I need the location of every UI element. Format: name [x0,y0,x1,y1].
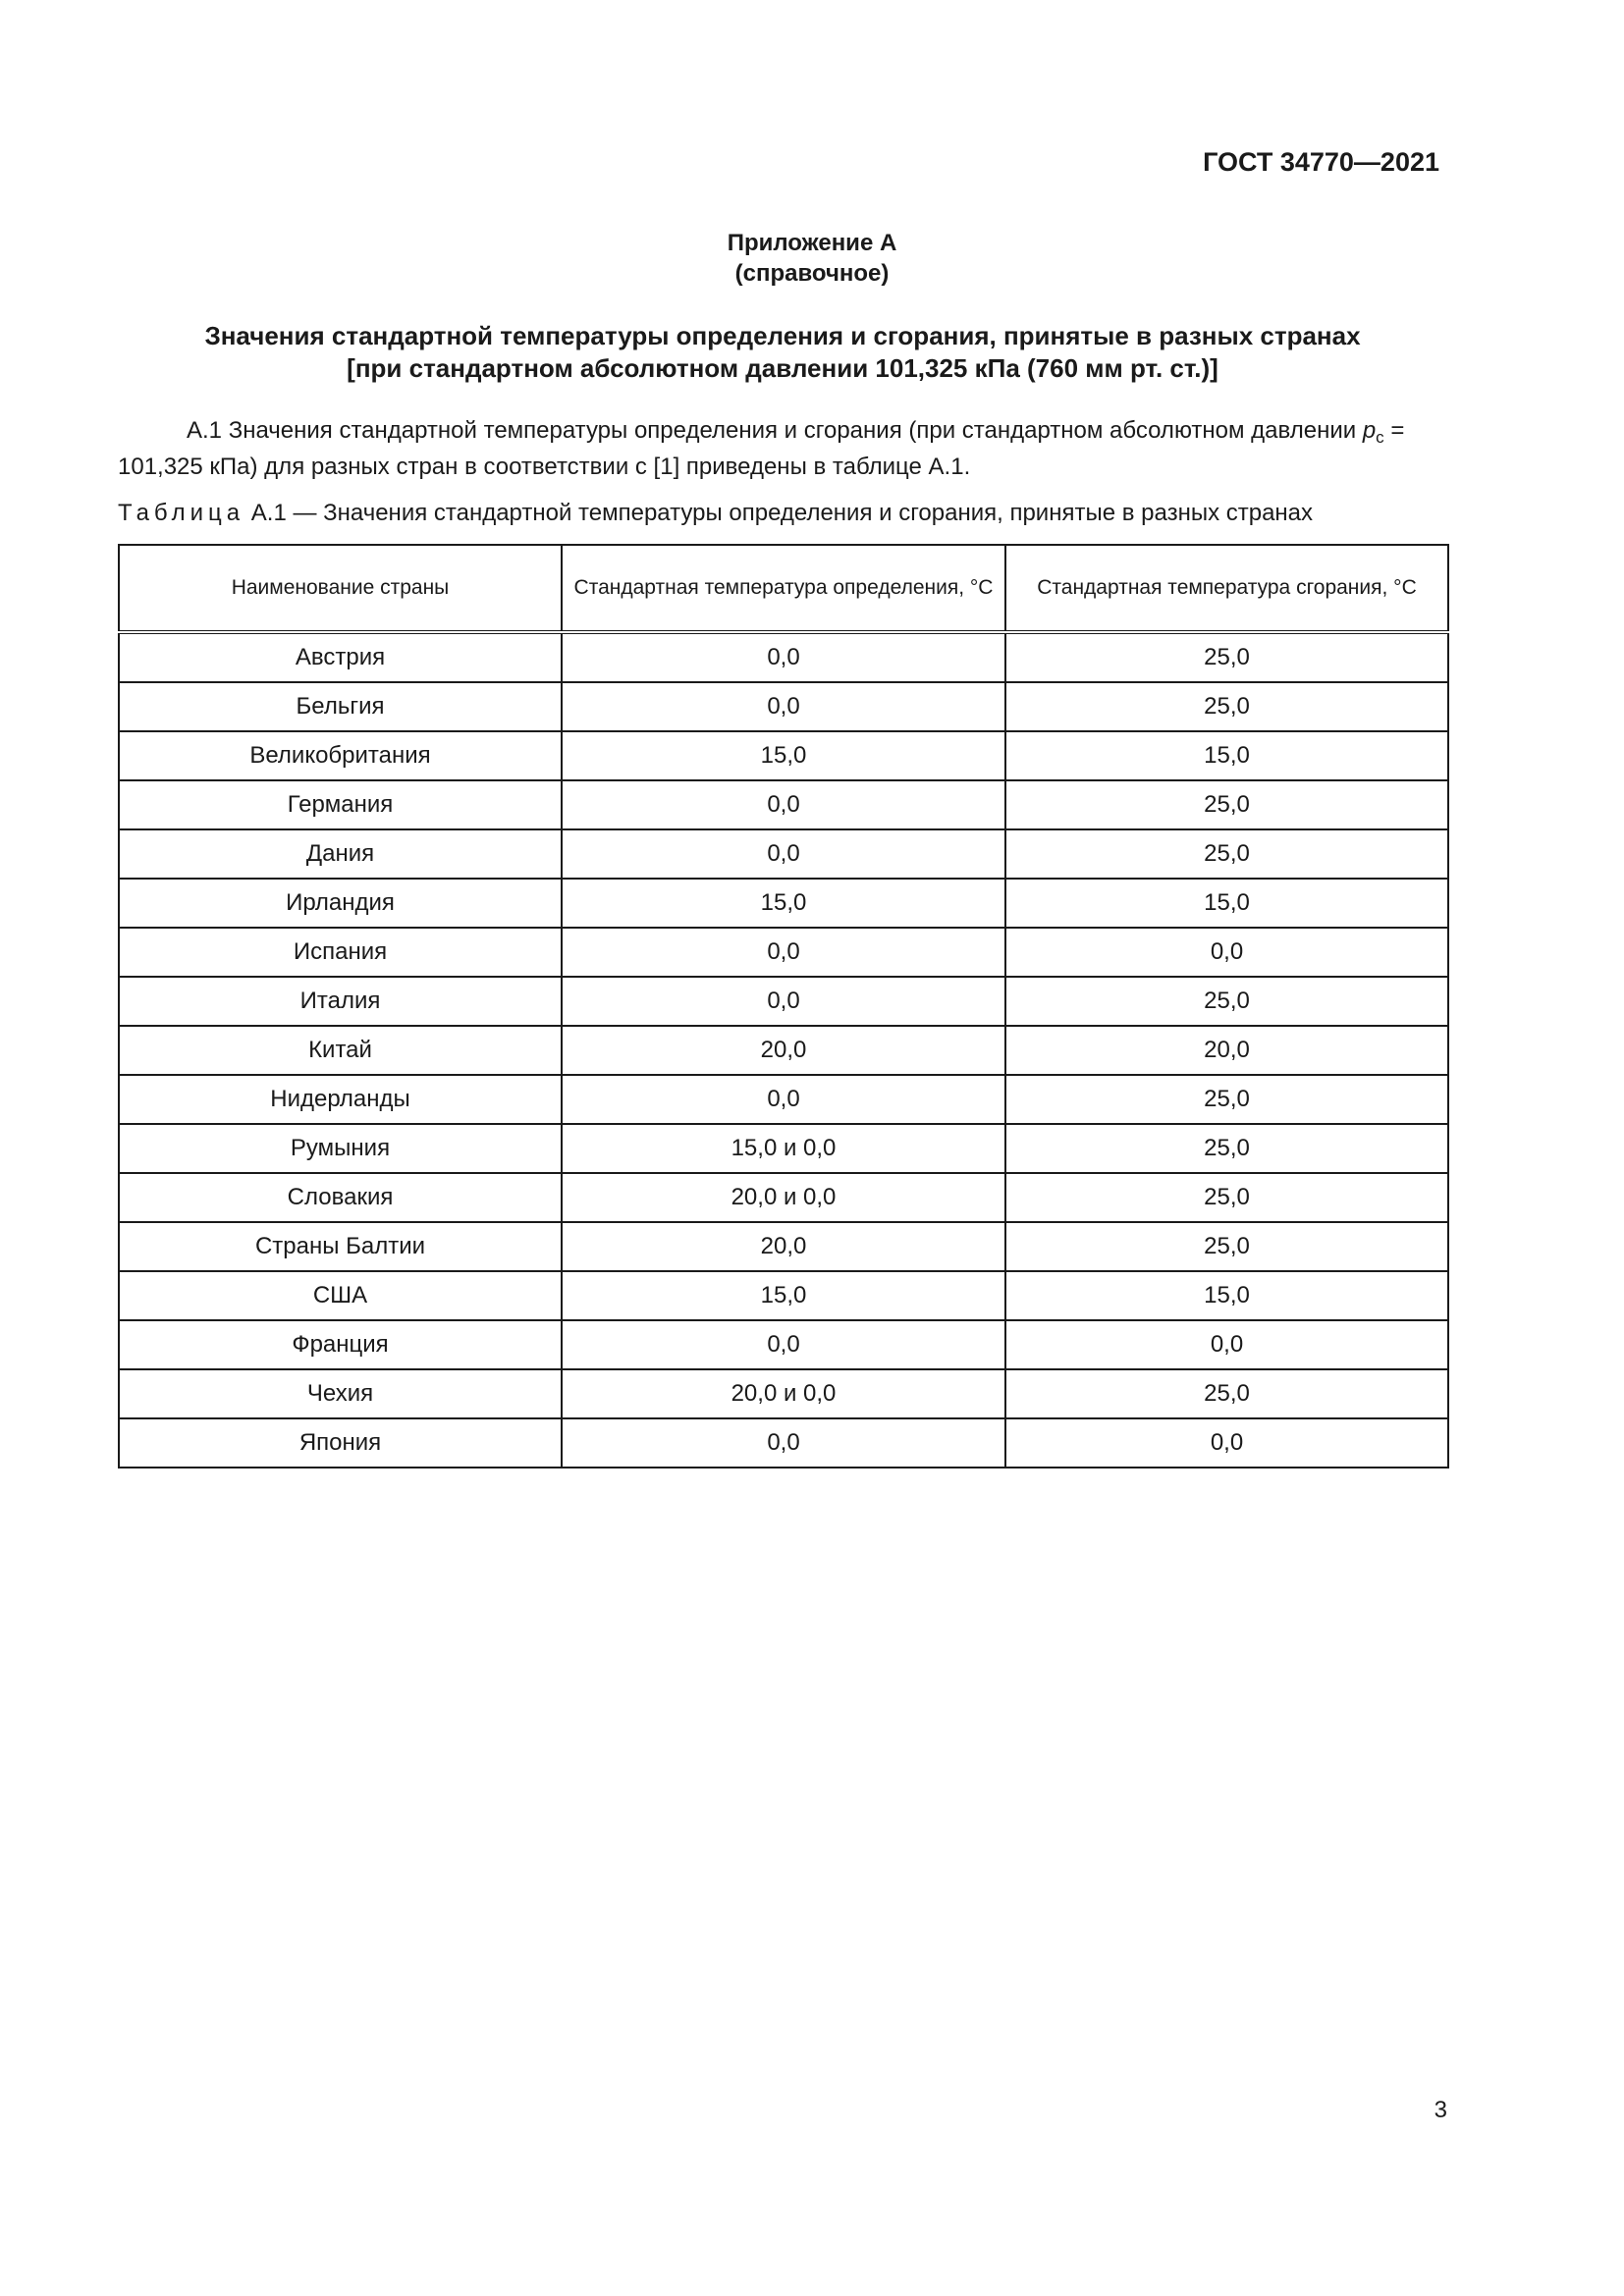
country-cell: Ирландия [119,879,562,928]
header-country: Наименование страны [119,545,562,632]
determination-temp-cell: 0,0 [562,780,1005,829]
country-cell: Италия [119,977,562,1026]
table-row [119,928,1448,977]
country-cell: Страны Балтии [119,1222,562,1271]
appendix-name: Приложение А [727,230,897,256]
table-row [119,1222,1448,1271]
combustion-temp-cell: 25,0 [1005,632,1448,682]
country-cell: Франция [119,1320,562,1369]
table-row [119,1075,1448,1124]
header-determination-temp: Стандартная температура определения, °С [562,545,1005,632]
determination-temp-cell: 15,0 [562,731,1005,780]
country-cell: Бельгия [119,682,562,731]
section-title [118,320,1447,385]
combustion-temp-cell: 25,0 [1005,829,1448,879]
determination-temp-cell: 15,0 и 0,0 [562,1124,1005,1173]
country-cell: Германия [119,780,562,829]
combustion-temp-cell: 25,0 [1005,682,1448,731]
table-row [119,1271,1448,1320]
country-cell: Австрия [119,632,562,682]
determination-temp-cell: 0,0 [562,829,1005,879]
combustion-temp-cell: 25,0 [1005,1173,1448,1222]
country-cell: Китай [119,1026,562,1075]
table-caption-label: Таблица [118,500,245,526]
title-line-2: [при стандартном абсолютном давлении 101,325 кПа (760 мм рт. ст.)] [347,353,1218,383]
country-cell: Румыния [119,1124,562,1173]
table-row [119,977,1448,1026]
determination-temp-cell: 0,0 [562,632,1005,682]
determination-temp-cell: 0,0 [562,1320,1005,1369]
paragraph-text-2: = 101,325 кПа) для разных стран в соответствии с [1] приведены в таблице А.1. [118,417,1405,480]
pressure-symbol [1362,417,1384,447]
table-row [119,1320,1448,1369]
appendix-type: (справочное) [734,260,890,287]
determination-temp-cell: 20,0 [562,1026,1005,1075]
combustion-temp-cell: 25,0 [1005,1369,1448,1418]
paragraph-text-1: А.1 Значения стандартной температуры определения и сгорания (при стандартном абсолютном давлении [187,417,1363,444]
determination-temp-cell: 15,0 [562,1271,1005,1320]
combustion-temp-cell: 15,0 [1005,879,1448,928]
combustion-temp-cell: 0,0 [1005,928,1448,977]
combustion-temp-cell: 25,0 [1005,1124,1448,1173]
temperature-table [118,544,1449,1468]
table-row [119,1418,1448,1468]
determination-temp-cell: 0,0 [562,1418,1005,1468]
table-header-row [119,545,1448,632]
table-row [119,632,1448,682]
table-row [119,829,1448,879]
country-cell: Испания [119,928,562,977]
combustion-temp-cell: 15,0 [1005,1271,1448,1320]
combustion-temp-cell: 25,0 [1005,977,1448,1026]
combustion-temp-cell: 25,0 [1005,1075,1448,1124]
determination-temp-cell: 0,0 [562,1075,1005,1124]
table-row [119,731,1448,780]
country-cell: Дания [119,829,562,879]
combustion-temp-cell: 0,0 [1005,1418,1448,1468]
determination-temp-cell: 20,0 и 0,0 [562,1173,1005,1222]
determination-temp-cell: 15,0 [562,879,1005,928]
country-cell: Япония [119,1418,562,1468]
determination-temp-cell: 20,0 [562,1222,1005,1271]
combustion-temp-cell: 20,0 [1005,1026,1448,1075]
document-code: ГОСТ 34770—2021 [1203,147,1439,177]
page-number: 3 [1434,2097,1447,2123]
determination-temp-cell: 0,0 [562,682,1005,731]
pressure-subscript: c [1376,428,1384,447]
table-row [119,879,1448,928]
pressure-variable: p [1362,417,1377,444]
combustion-temp-cell: 25,0 [1005,780,1448,829]
table-row [119,780,1448,829]
country-cell: Нидерланды [119,1075,562,1124]
table-row [119,682,1448,731]
table-row [119,1173,1448,1222]
appendix-heading [0,228,1624,289]
title-line-1: Значения стандартной температуры определения и сгорания, принятые в разных странах [204,321,1361,350]
table-caption [118,500,1453,527]
combustion-temp-cell: 25,0 [1005,1222,1448,1271]
header-combustion-temp: Стандартная температура сгорания, °С [1005,545,1448,632]
table-row [119,1124,1448,1173]
country-cell: США [119,1271,562,1320]
country-cell: Словакия [119,1173,562,1222]
paragraph-a1 [118,416,1445,482]
combustion-temp-cell: 15,0 [1005,731,1448,780]
country-cell: Чехия [119,1369,562,1418]
determination-temp-cell: 0,0 [562,928,1005,977]
table-caption-text: А.1 — Значения стандартной температуры определения и сгорания, принятые в разных странах [244,500,1314,526]
determination-temp-cell: 0,0 [562,977,1005,1026]
determination-temp-cell: 20,0 и 0,0 [562,1369,1005,1418]
country-cell: Великобритания [119,731,562,780]
combustion-temp-cell: 0,0 [1005,1320,1448,1369]
table-row [119,1369,1448,1418]
table-row [119,1026,1448,1075]
